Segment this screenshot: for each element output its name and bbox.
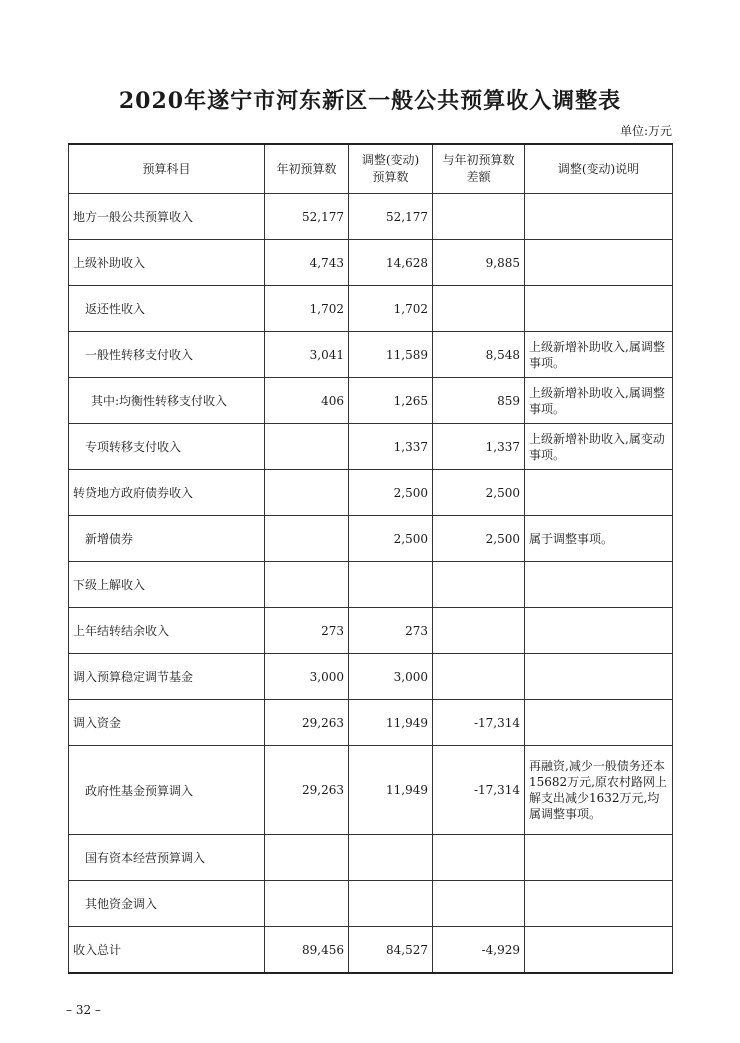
row-initial: 52,177 (265, 194, 349, 240)
row-item: 政府性基金预算调入 (69, 746, 265, 835)
row-item: 上年结转结余收入 (69, 608, 265, 654)
row-item: 上级补助收入 (69, 240, 265, 286)
page-title: 2020年遂宁市河东新区一般公共预算收入调整表 (118, 88, 622, 114)
row-adjusted: 2,500 (349, 516, 433, 562)
row-adjusted: 273 (349, 608, 433, 654)
row-diff: 859 (433, 378, 525, 424)
table-row (69, 608, 673, 654)
row-item: 调入预算稳定调节基金 (69, 654, 265, 700)
row-initial (265, 470, 349, 516)
row-diff: 2,500 (433, 470, 525, 516)
row-initial (265, 516, 349, 562)
row-initial: 89,456 (265, 927, 349, 974)
table-row (69, 881, 673, 927)
row-item: 地方一般公共预算收入 (69, 194, 265, 240)
row-initial (265, 835, 349, 881)
row-item: 国有资本经营预算调入 (69, 835, 265, 881)
row-item: 调入资金 (69, 700, 265, 746)
row-diff (433, 286, 525, 332)
row-initial: 273 (265, 608, 349, 654)
row-note (525, 927, 673, 974)
row-item: 新增债券 (69, 516, 265, 562)
row-note (525, 881, 673, 927)
table-row (69, 516, 673, 562)
row-diff: -17,314 (433, 746, 525, 835)
row-adjusted: 11,949 (349, 700, 433, 746)
row-item: 返还性收入 (69, 286, 265, 332)
row-initial: 1,702 (265, 286, 349, 332)
unit-label: 单位:万元 (619, 124, 672, 138)
row-note (525, 835, 673, 881)
row-note (525, 654, 673, 700)
row-initial: 29,263 (265, 700, 349, 746)
row-initial: 3,000 (265, 654, 349, 700)
header-note: 调整(变动)说明 (525, 144, 673, 194)
table-row (69, 332, 673, 378)
row-initial (265, 424, 349, 470)
row-initial (265, 881, 349, 927)
row-diff: 8,548 (433, 332, 525, 378)
table-row-total (69, 927, 673, 974)
budget-table (68, 143, 673, 974)
table-header-row (69, 144, 673, 194)
header-diff: 与年初预算数 差额 (433, 144, 525, 194)
row-diff (433, 562, 525, 608)
row-note: 上级新增补助收入,属调整事项。 (525, 378, 673, 424)
row-diff: -17,314 (433, 700, 525, 746)
header-subject: 预算科目 (69, 144, 265, 194)
row-adjusted: 1,337 (349, 424, 433, 470)
header-initial: 年初预算数 (265, 144, 349, 194)
row-adjusted: 11,949 (349, 746, 433, 835)
row-note: 属于调整事项。 (525, 516, 673, 562)
row-diff (433, 881, 525, 927)
row-adjusted: 11,589 (349, 332, 433, 378)
row-note (525, 700, 673, 746)
row-initial: 29,263 (265, 746, 349, 835)
row-adjusted: 3,000 (349, 654, 433, 700)
table-row (69, 562, 673, 608)
row-note (525, 194, 673, 240)
row-item: 下级上解收入 (69, 562, 265, 608)
row-adjusted: 84,527 (349, 927, 433, 974)
row-adjusted: 1,702 (349, 286, 433, 332)
table-row (69, 286, 673, 332)
row-adjusted (349, 835, 433, 881)
row-adjusted: 2,500 (349, 470, 433, 516)
table-row (69, 746, 673, 835)
row-initial: 4,743 (265, 240, 349, 286)
row-diff (433, 194, 525, 240)
row-note (525, 608, 673, 654)
table-row (69, 424, 673, 470)
table-row (69, 378, 673, 424)
table-row (69, 240, 673, 286)
row-diff (433, 835, 525, 881)
row-note: 上级新增补助收入,属调整事项。 (525, 332, 673, 378)
row-item: 收入总计 (69, 927, 265, 974)
row-adjusted (349, 881, 433, 927)
table-row (69, 194, 673, 240)
row-note (525, 470, 673, 516)
row-diff: 1,337 (433, 424, 525, 470)
row-item: 专项转移支付收入 (69, 424, 265, 470)
row-note: 再融资,减少一般债务还本15682万元,原农村路网上解支出减少1632万元,均属调整事项。 (525, 746, 673, 835)
row-diff: -4,929 (433, 927, 525, 974)
row-note: 上级新增补助收入,属变动事项。 (525, 424, 673, 470)
row-item: 其他资金调入 (69, 881, 265, 927)
page-number: – 32 – (66, 1003, 101, 1017)
row-item: 一般性转移支付收入 (69, 332, 265, 378)
table-row (69, 470, 673, 516)
row-diff: 9,885 (433, 240, 525, 286)
row-adjusted: 52,177 (349, 194, 433, 240)
table-row (69, 835, 673, 881)
row-diff: 2,500 (433, 516, 525, 562)
header-adjusted: 调整(变动) 预算数 (349, 144, 433, 194)
row-item: 转贷地方政府债券收入 (69, 470, 265, 516)
row-note (525, 240, 673, 286)
row-adjusted (349, 562, 433, 608)
row-note (525, 286, 673, 332)
table-row (69, 700, 673, 746)
row-initial: 406 (265, 378, 349, 424)
row-note (525, 562, 673, 608)
row-adjusted: 1,265 (349, 378, 433, 424)
row-initial: 3,041 (265, 332, 349, 378)
row-diff (433, 608, 525, 654)
table-row (69, 654, 673, 700)
row-initial (265, 562, 349, 608)
row-adjusted: 14,628 (349, 240, 433, 286)
row-diff (433, 654, 525, 700)
row-item: 其中:均衡性转移支付收入 (69, 378, 265, 424)
